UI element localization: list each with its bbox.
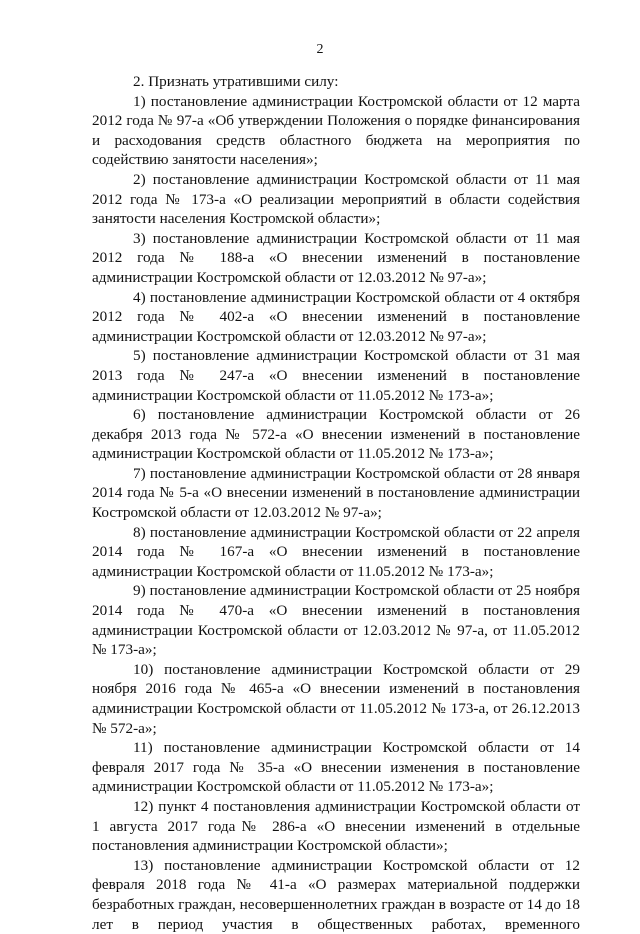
list-item: 12) пункт 4 постановления администрации Костромской области от 1 августа 2017 года№ 286-а «О внесении изменений в отдельные постановления администрации Костромской области»; (92, 797, 580, 855)
list-item: 1) постановление администрации Костромской области от 12 марта 2012 года № 97-а «Об утверждении Положения о порядке финансирования и расходования средств областного бюджета на мероприятия по содействию занятости населения»; (92, 92, 580, 169)
section-heading: 2. Признать утратившими силу: (133, 73, 339, 90)
list-item: 2) постановление администрации Костромской области от 11 мая 2012 года № 173-а «О реализации мероприятий в области содействия занятости населения Костромской области»; (92, 170, 580, 228)
list-item: 8) постановление администрации Костромской области от 22 апреля 2014 года № 167-а «О внесении изменений в постановление администрации Костромской области от 11.05.2012 № 173-а»; (92, 523, 580, 580)
list-item: 7) постановление администрации Костромской области от 28 января 2014 года № 5-а «О внесении изменений в постановление администрации Костромской области от 12.03.2012 № 97-а»; (92, 464, 580, 522)
list-item: 9) постановление администрации Костромской области от 25 ноября 2014 года № 470-а «О внесении изменений в постановления администрации Костромской области от 12.03.2012 № 97-а, от 11.05.2012 № 173-а»; (92, 582, 580, 659)
list-item: 10) постановление администрации Костромской области от 29 ноября 2016 года № 465-а «О внесении изменений в постановления администрации Костромской области от 11.05.2012 № 173-а, от 26.12.2013 № 572-а»; (92, 660, 580, 737)
list-item: 5) постановление администрации Костромской области от 31 мая 2013 года № 247-а «О внесении изменений в постановление администрации Костромской области от 11.05.2012 № 173-а»; (92, 347, 580, 404)
list-item: 11) постановление администрации Костромской области от 14 февраля 2017 года № 35-а «О внесении изменения в постановление администрации Костромской области от 11.05.2012 № 173-а»; (92, 739, 580, 796)
list-item: 6) постановление администрации Костромской области от 26 декабря 2013 года № 572-а «О внесении изменений в постановление администрации Костромской области от 11.05.2012 № 173-а»; (92, 406, 580, 463)
document-body (92, 72, 580, 934)
list-item: 4) постановление администрации Костромской области от 4 октября 2012 года № 402-а «О внесении изменений в постановление администрации Костромской области от 12.03.2012 № 97-а»; (92, 288, 580, 345)
list-item: 3) постановление администрации Костромской области от 11 мая 2012 года № 188-а «О внесении изменений в постановление администрации Костромской области от 12.03.2012 № 97-а»; (92, 229, 580, 286)
page-number: 2 (316, 42, 324, 57)
list-item: 13) постановление администрации Костромской области от 12 февраля 2018 года № 41-а «О размерах материальной поддержки безработных граждан, несовершеннолетних граждан в возрасте от 14 до 18 лет в период участия в общественных работах, временного (92, 856, 580, 933)
